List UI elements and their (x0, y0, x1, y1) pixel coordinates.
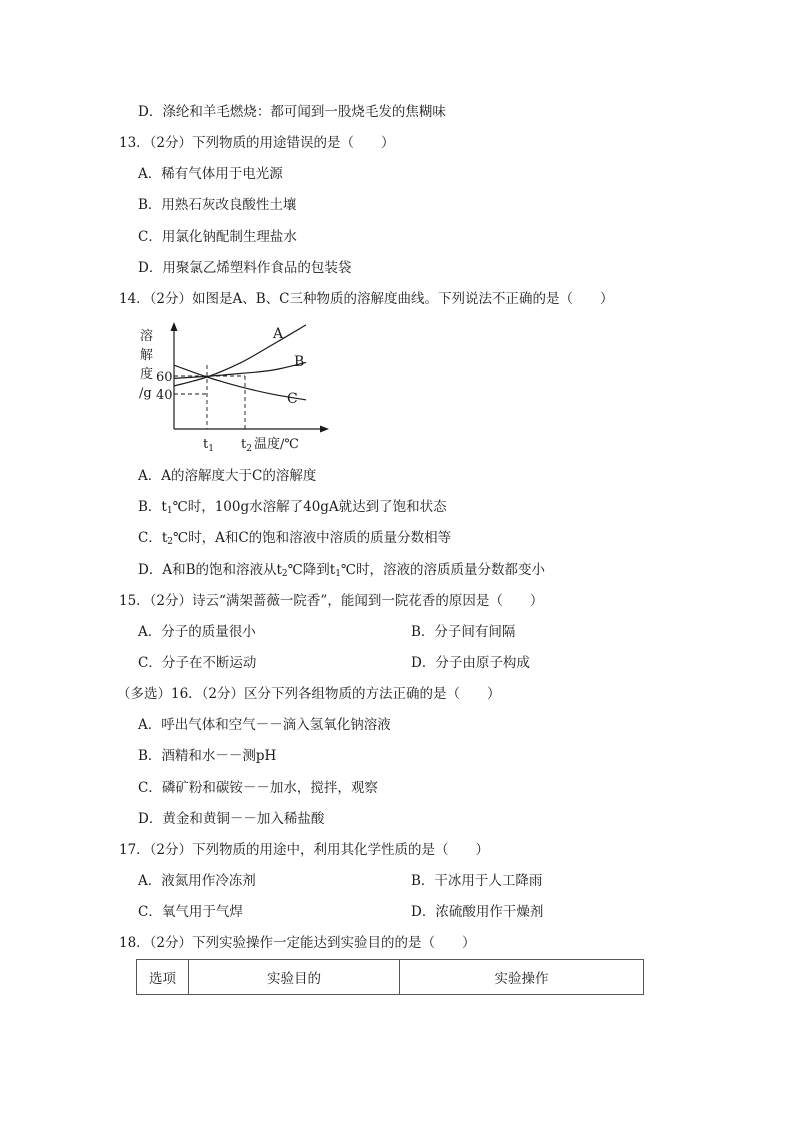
y-label-3: 度 (140, 367, 154, 382)
q13-option-d: D．用聚氯乙烯塑料作食品的包装袋 (138, 260, 352, 276)
q17-option-a: A．液氮用作冷冻剂 (138, 873, 256, 889)
q13-option-c: C．用氯化钠配制生理盐水 (138, 229, 297, 245)
q18-table (136, 959, 644, 995)
x-tick-t2: $t_2$ (241, 437, 252, 454)
table-header-row (137, 960, 644, 995)
q16-option-d: D．黄金和黄铜－－加入稀盐酸 (138, 811, 325, 827)
q16-stem: （多选）16．（2分）区分下列各组物质的方法正确的是（ ） (117, 686, 501, 702)
q14-option-c: C．$t_2℃$时，A和C的饱和溶液中溶质的质量分数相等 (138, 530, 452, 547)
q14-option-a: A．A的溶解度大于C的溶解度 (138, 468, 317, 484)
q15-option-b: B．分子间有间隔 (411, 624, 516, 640)
q13-stem: 13．（2分）下列物质的用途错误的是（ ） (119, 135, 395, 151)
y-tick-60: 60 (156, 370, 173, 385)
q17-option-b: B．干冰用于人工降雨 (411, 873, 543, 889)
curve-label-c: C (287, 391, 298, 407)
curve-label-a: A (273, 326, 284, 342)
q17-option-c: C．氧气用于气焊 (138, 904, 243, 920)
x-axis-arrow (320, 426, 329, 433)
header-purpose: 实验目的 (189, 960, 400, 995)
curve-label-b: B (294, 354, 305, 370)
q12-option-d: D．涤纶和羊毛燃烧：都可闻到一股烧毛发的焦糊味 (138, 104, 446, 120)
q15-option-a: A．分子的质量很小 (138, 624, 256, 640)
q17-stem: 17．（2分）下列物质的用途中，利用其化学性质的是（ ） (119, 842, 490, 858)
q16-option-a: A．呼出气体和空气－－滴入氢氧化钠溶液 (138, 717, 391, 733)
q17-option-d: D．浓硫酸用作干燥剂 (411, 904, 544, 920)
y-tick-40: 40 (156, 388, 173, 403)
q15-stem: 15．（2分）诗云“满架蔷薇一院香”，能闻到一院花香的原因是（ ） (119, 593, 544, 609)
header-operation: 实验操作 (400, 960, 644, 995)
x-tick-t1: $t_1$ (203, 437, 214, 454)
q16-option-c: C．磷矿粉和碳铵－－加水，搅拌，观察 (138, 780, 378, 796)
header-option: 选项 (137, 960, 189, 995)
q13-option-a: A．稀有气体用于电光源 (138, 166, 283, 182)
q14-option-b: B．$t_1℃$时，100g水溶解了40gA就达到了饱和状态 (138, 499, 447, 516)
solubility-chart (130, 318, 330, 458)
q16-option-b: B．酒精和水－－测pH (138, 748, 277, 764)
q13-option-b: B．用熟石灰改良酸性土壤 (138, 197, 297, 213)
x-axis-label: 温度/℃ (254, 437, 299, 452)
y-axis-arrow (171, 322, 178, 331)
y-label-1: 溶 (140, 329, 154, 344)
y-label-2: 解 (140, 348, 154, 363)
q15-option-c: C．分子在不断运动 (138, 655, 257, 671)
q14-stem: 14．（2分）如图是A、B、C三种物质的溶解度曲线。下列说法不正确的是（ ） (119, 291, 614, 307)
q14-option-d: D．A和B的饱和溶液从$t_2℃$降到$t_1℃$时，溶液的溶质质量分数都变小 (138, 562, 546, 579)
q15-option-d: D．分子由原子构成 (411, 655, 530, 671)
q18-stem: 18．（2分）下列实验操作一定能达到实验目的的是（ ） (119, 935, 476, 951)
y-label-4: /g (139, 386, 152, 401)
